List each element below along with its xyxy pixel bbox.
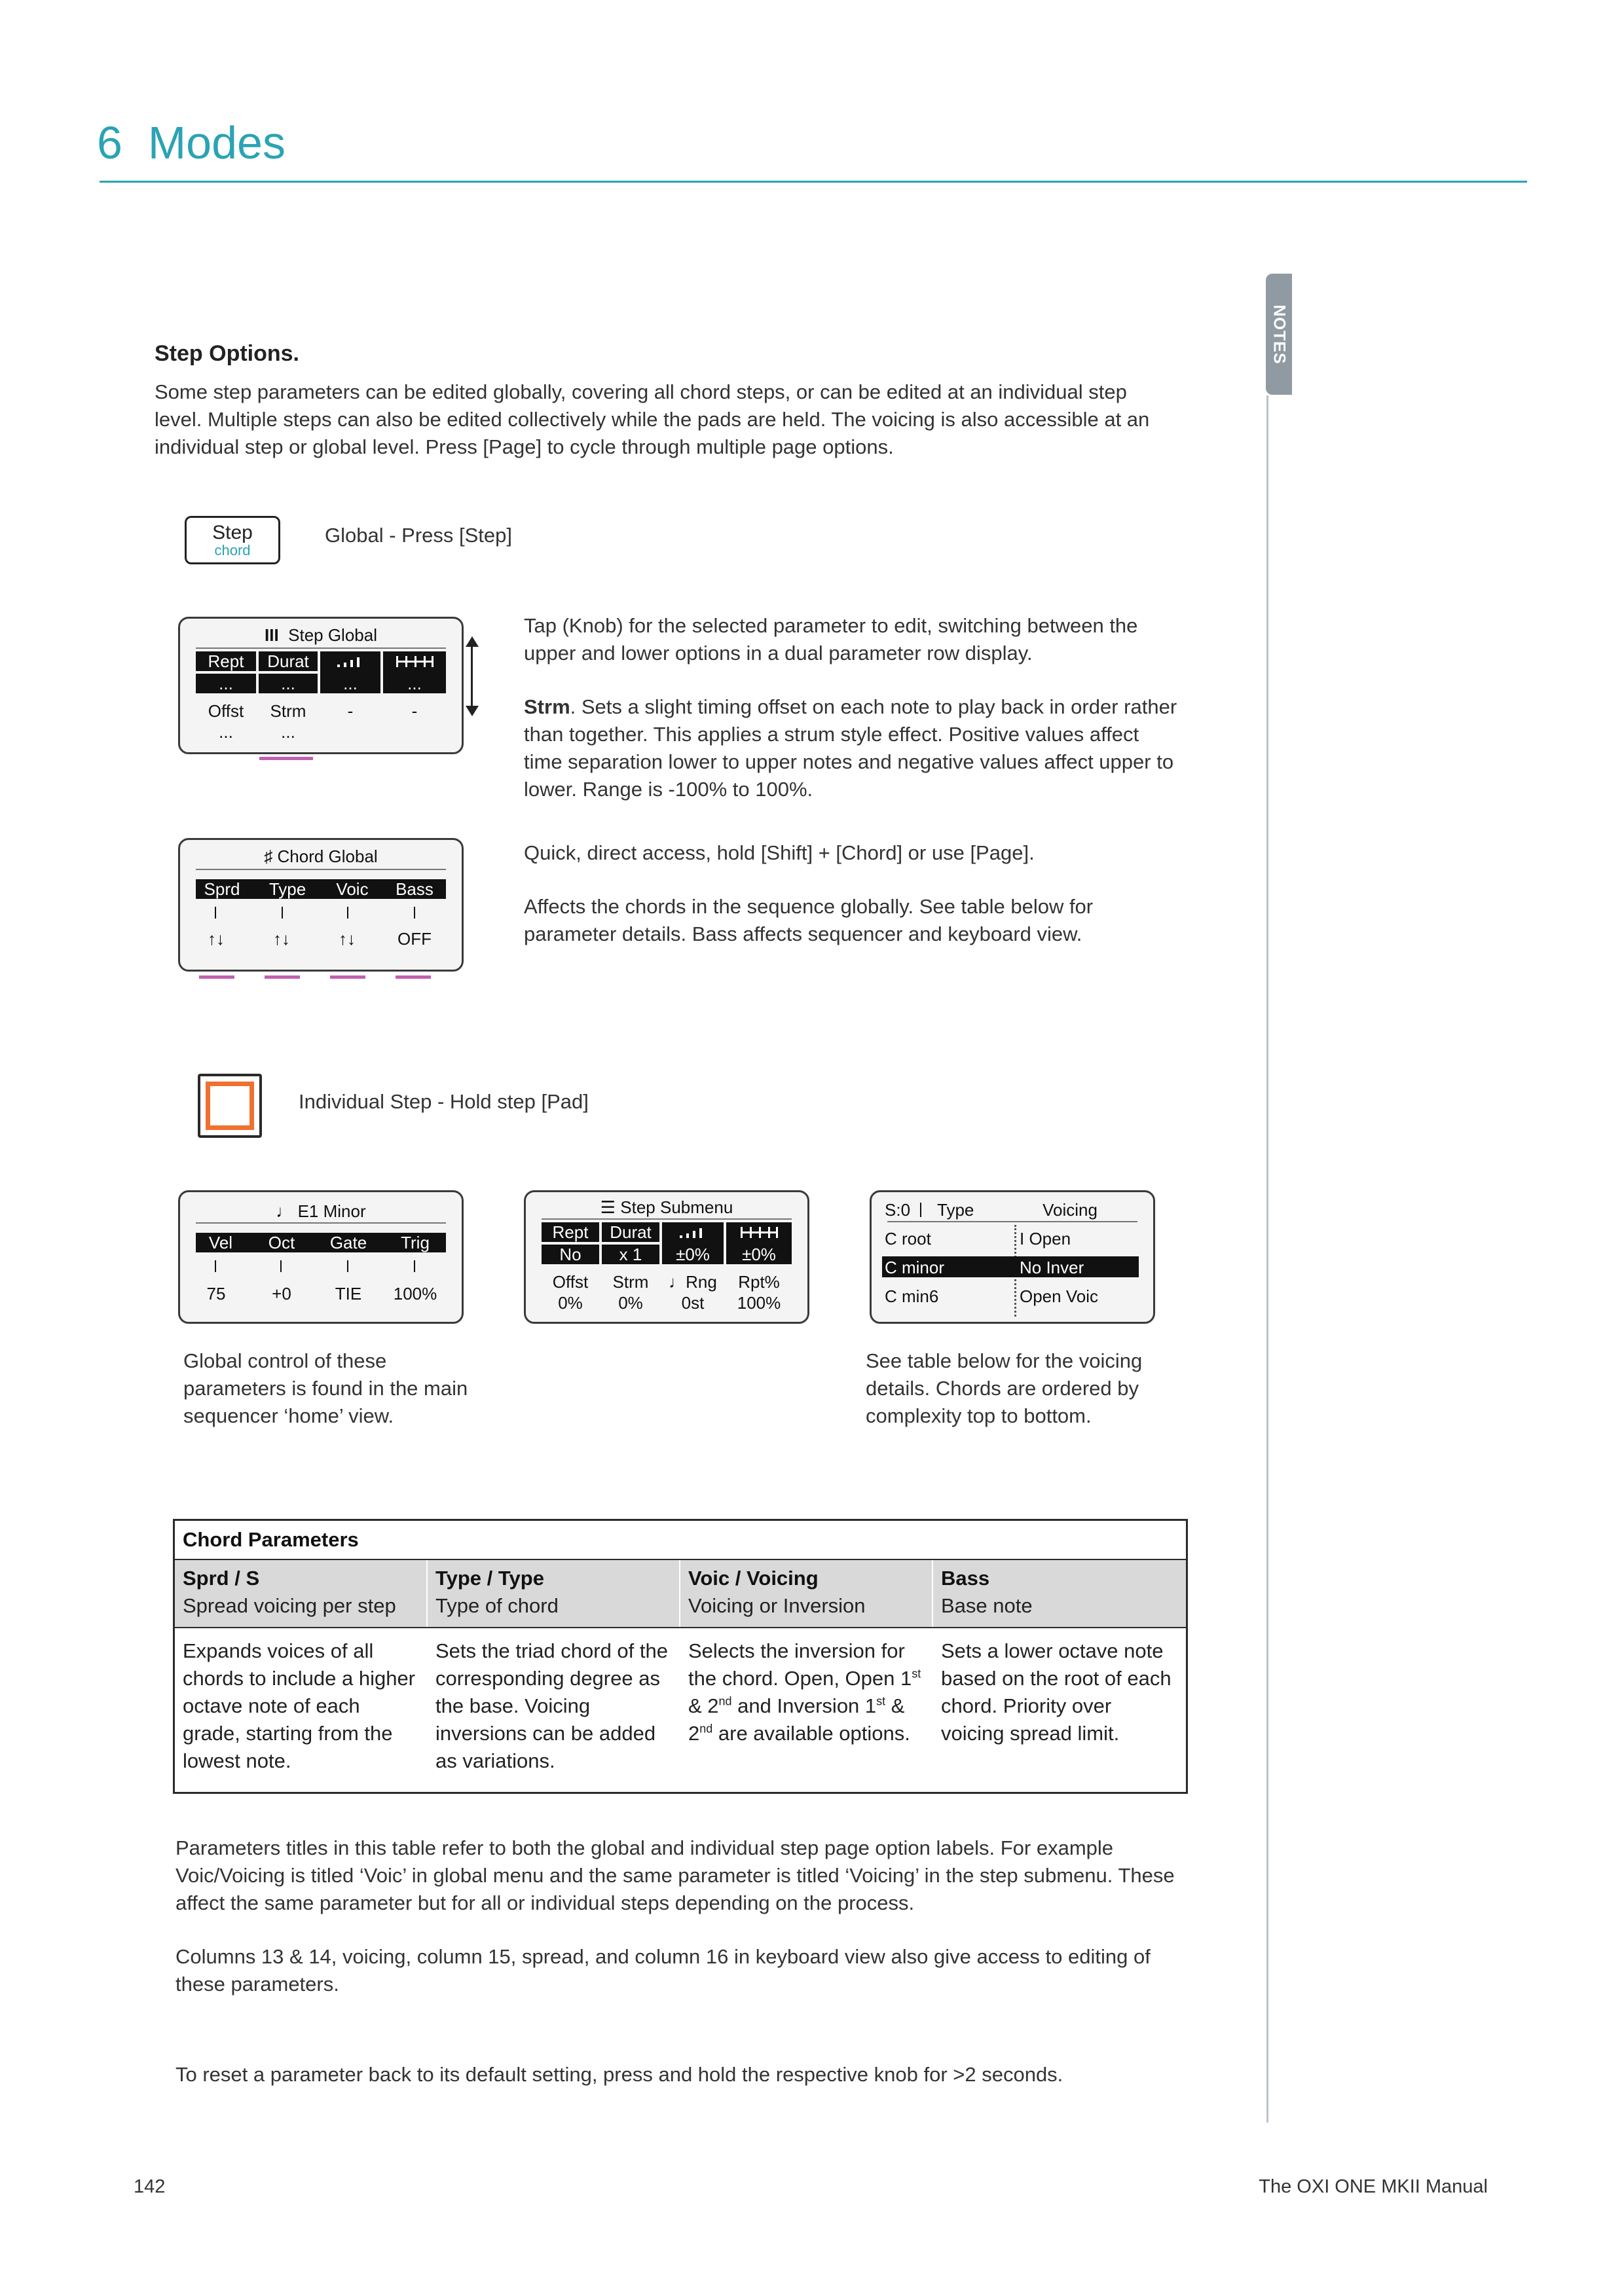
caption-right: See table below for the voicing details. Chords are ordered by complexity top to bottom. bbox=[866, 1349, 1143, 1427]
notes-margin-line bbox=[1266, 395, 1268, 2123]
chord-icon: ♯ bbox=[264, 847, 273, 866]
param-strm: Strm bbox=[612, 1272, 649, 1292]
chapter-number: 6 bbox=[97, 117, 122, 168]
knob-indicator bbox=[199, 975, 234, 979]
voicing-option: I Open bbox=[1020, 1229, 1071, 1248]
step-grid-icon bbox=[726, 1222, 792, 1246]
chord-option: C root bbox=[885, 1229, 931, 1248]
chord-parameters-table bbox=[173, 1519, 1188, 1794]
arrow-down-icon bbox=[466, 706, 479, 716]
screen-title: Step Submenu bbox=[620, 1197, 733, 1217]
notes-tab: NOTES bbox=[1266, 274, 1292, 395]
table-cell: Selects the inversion for the chord. Open, Open 1st & 2nd and Inversion 1st & 2nd are available options. bbox=[688, 1639, 921, 1745]
strm-text: Strm. Sets a slight timing offset on each note to play back in order rather than together. This applies a strum style effect. Positive values affect time separation lower to upper notes and negative values affect upper to lower. Range is -100% to 100%. bbox=[524, 695, 1177, 801]
param-rept: Rept bbox=[542, 1222, 599, 1242]
knob-indicator bbox=[396, 975, 431, 979]
manual-title: The OXI ONE MKII Manual bbox=[1259, 2176, 1488, 2197]
param-trig: Trig bbox=[384, 1233, 446, 1252]
velocity-bars-icon bbox=[662, 1222, 724, 1246]
voicing-screen: S:0 Type Voicing C root I Open C minor No Inver C min6 Open Voic bbox=[870, 1190, 1155, 1324]
affects-text: Affects the chords in the sequence globally. See table below for parameter details. Bass affects sequencer and keyboard view. bbox=[524, 895, 1094, 945]
table-title: Chord Parameters bbox=[175, 1521, 1186, 1560]
table-cell: Sets a lower octave note based on the root of each chord. Priority over voicing spread limit. bbox=[941, 1639, 1172, 1745]
quick-text: Quick, direct access, hold [Shift] + [Chord] or use [Page]. bbox=[524, 841, 1035, 864]
param-rpt: Rpt% bbox=[738, 1272, 780, 1292]
param-type: Type bbox=[253, 879, 322, 899]
step-chord-button-icon: Step chord bbox=[185, 516, 280, 564]
screen-title: E1 Minor bbox=[297, 1201, 366, 1221]
param-bass: Bass bbox=[383, 879, 446, 899]
reset-text: To reset a parameter back to its default setting, press and hold the respective knob for >2 seconds. bbox=[175, 2063, 1063, 2086]
page-number: 142 bbox=[134, 2176, 166, 2197]
chord-option-selected: C minor bbox=[885, 1258, 1009, 1277]
voicing-option-selected: No Inver bbox=[1020, 1258, 1137, 1277]
param-voic: Voic bbox=[322, 879, 383, 899]
chapter-title: Modes bbox=[147, 117, 286, 168]
knob-indicator bbox=[265, 975, 300, 979]
param-offst: Offst bbox=[552, 1272, 589, 1292]
param-sprd: Sprd bbox=[196, 879, 248, 899]
chord-global-screen: ♯ Chord Global Sprd Type Voic Bass ↑↓ ↑↓ ↑↓ OFF bbox=[178, 838, 464, 972]
screen-title: Chord Global bbox=[277, 847, 378, 866]
after-table-text: Parameters titles in this table refer to both the global and individual step page option labels. For example Voic/Voicing is titled ‘Voic’ in global menu and the same parameter is titled ‘Voicing’ in the step submenu. These affect the same parameter but for all or individual steps depending on the process. bbox=[175, 1836, 1175, 1914]
section-title: Step Options. bbox=[155, 341, 299, 366]
after-table-text: Columns 13 & 14, voicing, column 15, spread, and column 16 in keyboard view also give access to editing of these parameters. bbox=[175, 1945, 1151, 1995]
param-durat: Durat bbox=[259, 651, 318, 671]
param-rng: ♩Rng bbox=[669, 1272, 717, 1292]
knob-indicator bbox=[330, 975, 365, 979]
tap-text: Tap (Knob) for the selected parameter to edit, switching between the upper and lower options in a dual parameter row display. bbox=[524, 614, 1138, 665]
section-intro: Some step parameters can be edited globally, covering all chord steps, or can be edited at an individual step level. Multiple steps can also be edited collectively while the pads are held. The voicing is also accessible at an individual step or global level. Press [Page] to cycle through multiple page options. bbox=[155, 380, 1150, 458]
bars-icon: III bbox=[265, 625, 279, 645]
step-submenu-screen: ☰ Step Submenu Rept Durat No x 1 ±0% ±0% Offst Strm ♩Rng Rpt% 0% 0% 0st 100% bbox=[524, 1190, 809, 1324]
step-grid-icon bbox=[383, 651, 446, 675]
caption-left: Global control of these parameters is found in the main sequencer ‘home’ view. bbox=[183, 1349, 468, 1427]
table-body-row bbox=[175, 1628, 1186, 1792]
param-vel: Vel bbox=[196, 1233, 246, 1252]
chapter-rule bbox=[100, 181, 1527, 183]
menu-icon: ☰ bbox=[600, 1197, 616, 1217]
step-pad-icon bbox=[198, 1074, 262, 1138]
step-global-screen: III Step Global Rept Durat ... ... ... ... Offst Strm - - ... ... bbox=[178, 617, 464, 754]
param-durat: Durat bbox=[602, 1222, 659, 1242]
note-icon: ♩ bbox=[276, 1201, 293, 1221]
knob-indicator bbox=[259, 757, 313, 760]
dual-row-arrow bbox=[471, 644, 473, 709]
e1-minor-screen: ♩ E1 Minor Vel Oct Gate Trig 75 +0 TIE 100% bbox=[178, 1190, 464, 1324]
table-cell: Sets the triad chord of the corresponding degree as the base. Voicing inversions can be added as variations. bbox=[435, 1639, 668, 1772]
chapter-heading bbox=[97, 117, 286, 169]
screen-title: Step Global bbox=[288, 625, 377, 645]
note-icon: ♩ bbox=[669, 1272, 686, 1292]
chord-option: C min6 bbox=[885, 1286, 939, 1306]
velocity-bars-icon bbox=[320, 651, 380, 675]
param-oct: Oct bbox=[252, 1233, 311, 1252]
table-cell: Expands voices of all chords to include a higher octave note of each grade, starting from the lowest note. bbox=[183, 1639, 416, 1772]
table-header-row: Sprd / S Spread voicing per step Type / Type Type of chord Voic / Voicing Voicing or Inversion Bass Base note bbox=[175, 1560, 1186, 1628]
global-caption: Global - Press [Step] bbox=[325, 524, 513, 547]
individual-caption: Individual Step - Hold step [Pad] bbox=[299, 1090, 589, 1113]
voicing-option: Open Voic bbox=[1020, 1286, 1098, 1306]
param-strm: Strm bbox=[270, 701, 306, 721]
param-gate: Gate bbox=[318, 1233, 379, 1252]
param-rept: Rept bbox=[196, 651, 256, 671]
param-offst: Offst bbox=[208, 701, 244, 721]
